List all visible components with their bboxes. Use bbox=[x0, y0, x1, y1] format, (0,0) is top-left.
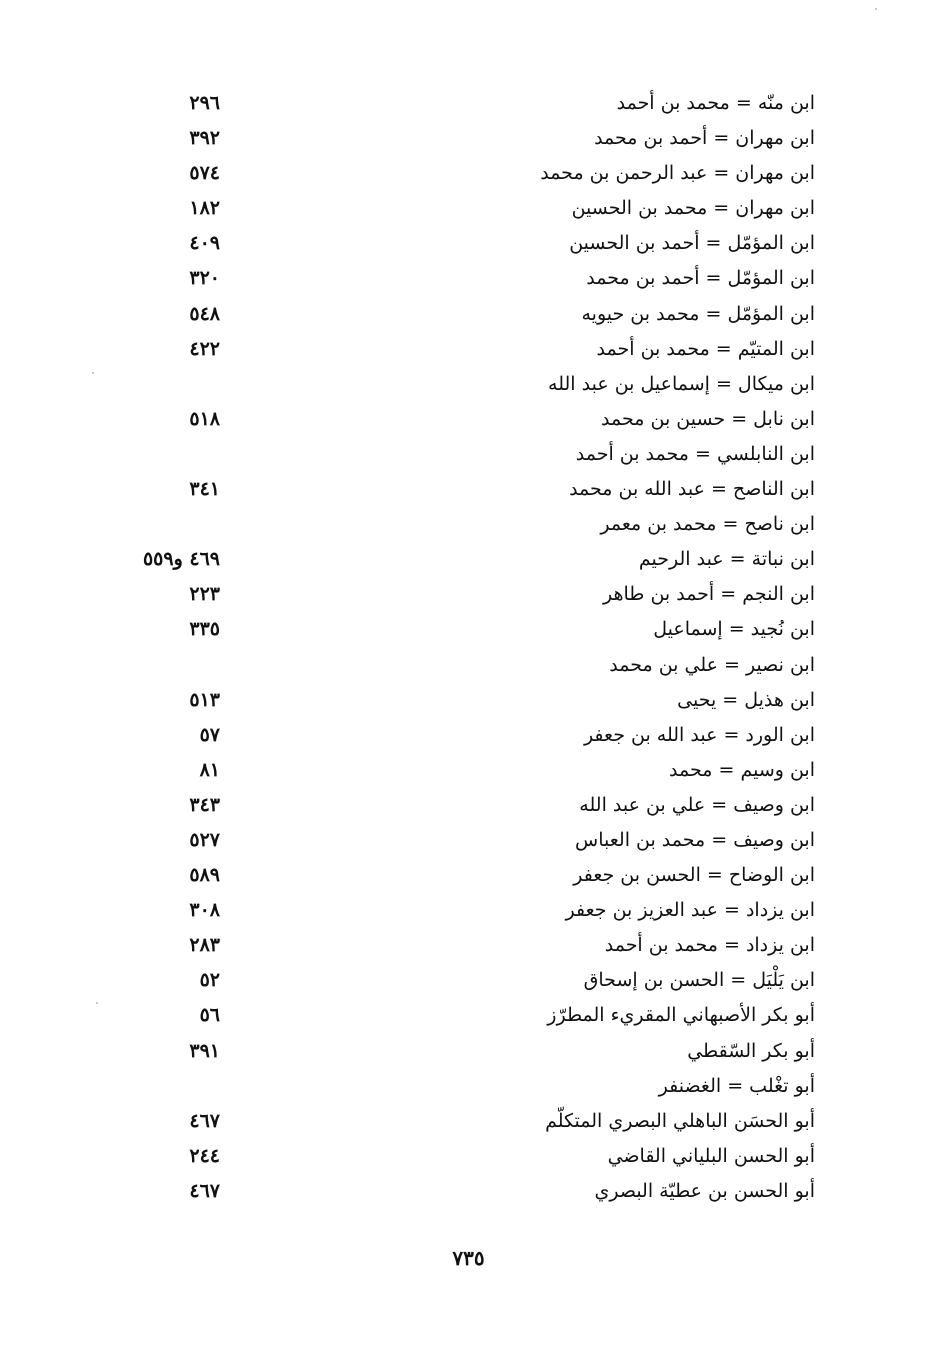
entry-name: ابن النجم = أحمد بن طاهر bbox=[602, 583, 815, 606]
entry-page-refs: ٢٢٣ bbox=[189, 583, 220, 606]
entry-name: أبو بكر السّقطي bbox=[687, 1039, 815, 1062]
entry-page-refs: ٥٦ bbox=[199, 1004, 220, 1027]
entry-name: ابن منّه = محمد بن أحمد bbox=[616, 92, 815, 114]
index-entry bbox=[110, 261, 815, 296]
index-entry bbox=[110, 788, 815, 823]
entry-page-refs: ٥١٣ bbox=[189, 688, 220, 711]
entry-name: أبو الحسن بن عطيّة البصري bbox=[594, 1179, 815, 1202]
index-entry bbox=[110, 226, 815, 261]
entry-page-refs: ٥٢٧ bbox=[189, 828, 220, 851]
entry-page-refs: ٥٢ bbox=[199, 969, 220, 992]
entry-page-refs: ٣٤١ bbox=[189, 478, 220, 501]
index-entry bbox=[110, 893, 815, 928]
entry-page-refs: ٢٨٣ bbox=[189, 934, 220, 957]
index-entry bbox=[110, 191, 815, 226]
index-entry bbox=[110, 332, 815, 367]
entry-name: أبو الحسَن الباهلي البصري المتكلّم bbox=[545, 1109, 815, 1132]
entry-name: ابن هذيل = يحيى bbox=[677, 688, 815, 711]
entry-page-refs: ٥٤٨ bbox=[189, 302, 220, 325]
entry-page-refs: ٨١ bbox=[199, 758, 220, 781]
index-list bbox=[110, 86, 815, 1209]
index-entry bbox=[110, 963, 815, 998]
entry-name: أبو الحسن البلياني القاضي bbox=[607, 1144, 815, 1167]
entry-name: ابن يزداد = محمد بن أحمد bbox=[604, 934, 815, 957]
entry-name: ابن يَلْيَل = الحسن بن إسحاق bbox=[583, 969, 815, 992]
index-entry bbox=[110, 367, 815, 402]
entry-name: ابن نُجيد = إسماعيل bbox=[653, 618, 815, 641]
entry-page-refs: ٣٤٣ bbox=[189, 793, 220, 816]
entry-page-refs: ٣٢٠ bbox=[189, 267, 220, 290]
entry-page-refs: ٢٤٤ bbox=[189, 1144, 220, 1167]
entry-name: أبو بكر الأصبهاني المقريء المطرّز bbox=[547, 1004, 815, 1027]
entry-page-refs: ٤٦٧ bbox=[189, 1109, 220, 1132]
entry-name: ابن وسيم = محمد bbox=[669, 758, 815, 781]
entry-page-refs: ٥٧٤ bbox=[189, 162, 220, 185]
index-entry bbox=[110, 507, 815, 542]
index-entry bbox=[110, 1174, 815, 1209]
entry-name: ابن المتيّم = محمد بن أحمد bbox=[596, 337, 815, 360]
scan-speck bbox=[92, 372, 94, 374]
entry-page-refs: ٣٩١ bbox=[189, 1039, 220, 1062]
index-entry bbox=[110, 683, 815, 718]
page-number: ٧٣٥ bbox=[452, 1246, 485, 1270]
scan-speck bbox=[96, 1002, 98, 1004]
entry-name: ابن نباتة = عبد الرحيم bbox=[638, 548, 815, 571]
entry-name: ابن الوضاح = الحسن بن جعفر bbox=[573, 864, 815, 887]
index-entry bbox=[110, 648, 815, 683]
entry-page-refs: ٥٨٩ bbox=[189, 864, 220, 887]
entry-page-refs: ٣٩٢ bbox=[189, 127, 220, 150]
index-entry bbox=[110, 928, 815, 963]
index-entry bbox=[110, 437, 815, 472]
entry-page-refs: ٤٦٩ و٥٥٩ bbox=[142, 548, 220, 571]
entry-name: ابن الورد = عبد الله بن جعفر bbox=[583, 723, 815, 746]
index-entry bbox=[110, 156, 815, 191]
index-entry bbox=[110, 402, 815, 437]
entry-page-refs: ٤٢٢ bbox=[189, 337, 220, 360]
entry-page-refs: ٥١٨ bbox=[189, 407, 220, 430]
entry-name: ابن المؤمّل = محمد بن حيويه bbox=[581, 302, 815, 325]
index-entry bbox=[110, 1034, 815, 1069]
entry-name: ابن مهران = أحمد بن محمد bbox=[594, 127, 815, 150]
index-entry bbox=[110, 753, 815, 788]
entry-name: ابن وصيف = علي بن عبد الله bbox=[579, 793, 815, 816]
entry-name: ابن ناصح = محمد بن معمر bbox=[600, 513, 815, 536]
entry-page-refs: ٤٠٩ bbox=[189, 232, 220, 255]
entry-page-refs: ٢٩٦ bbox=[189, 92, 220, 114]
entry-name: ابن المؤمّل = أحمد بن محمد bbox=[586, 267, 815, 290]
index-entry bbox=[110, 718, 815, 753]
entry-page-refs: ١٨٢ bbox=[189, 197, 220, 220]
entry-page-refs: ٥٧ bbox=[199, 723, 220, 746]
index-entry bbox=[110, 1104, 815, 1139]
index-entry bbox=[110, 1139, 815, 1174]
index-entry bbox=[110, 998, 815, 1033]
entry-name: ابن نابل = حسين بن محمد bbox=[601, 407, 815, 430]
index-entry bbox=[110, 823, 815, 858]
index-entry bbox=[110, 858, 815, 893]
entry-page-refs: ٤٦٧ bbox=[189, 1179, 220, 1202]
index-entry bbox=[110, 86, 815, 121]
entry-page-refs: ٣٠٨ bbox=[189, 899, 220, 922]
entry-name: ابن مهران = محمد بن الحسين bbox=[571, 197, 815, 220]
entry-name: ابن يزداد = عبد العزيز بن جعفر bbox=[565, 899, 815, 922]
index-entry bbox=[110, 542, 815, 577]
entry-name: ابن ميكال = إسماعيل بن عبد الله bbox=[548, 372, 815, 395]
index-entry bbox=[110, 297, 815, 332]
entry-name: ابن مهران = عبد الرحمن بن محمد bbox=[540, 162, 815, 185]
entry-name: ابن نصير = علي بن محمد bbox=[609, 653, 815, 676]
entry-name: ابن وصيف = محمد بن العباس bbox=[575, 828, 815, 851]
index-entry bbox=[110, 472, 815, 507]
index-entry bbox=[110, 1069, 815, 1104]
entry-name: ابن الناصح = عبد الله بن محمد bbox=[569, 478, 815, 501]
entry-name: أبو تغْلب = الغضنفر bbox=[658, 1074, 815, 1097]
scan-speck bbox=[875, 8, 877, 10]
index-entry bbox=[110, 121, 815, 156]
index-entry bbox=[110, 612, 815, 647]
index-entry bbox=[110, 577, 815, 612]
entry-name: ابن المؤمّل = أحمد بن الحسين bbox=[569, 232, 815, 255]
entry-page-refs: ٣٣٥ bbox=[189, 618, 220, 641]
entry-name: ابن النابلسي = محمد بن أحمد bbox=[575, 442, 815, 465]
